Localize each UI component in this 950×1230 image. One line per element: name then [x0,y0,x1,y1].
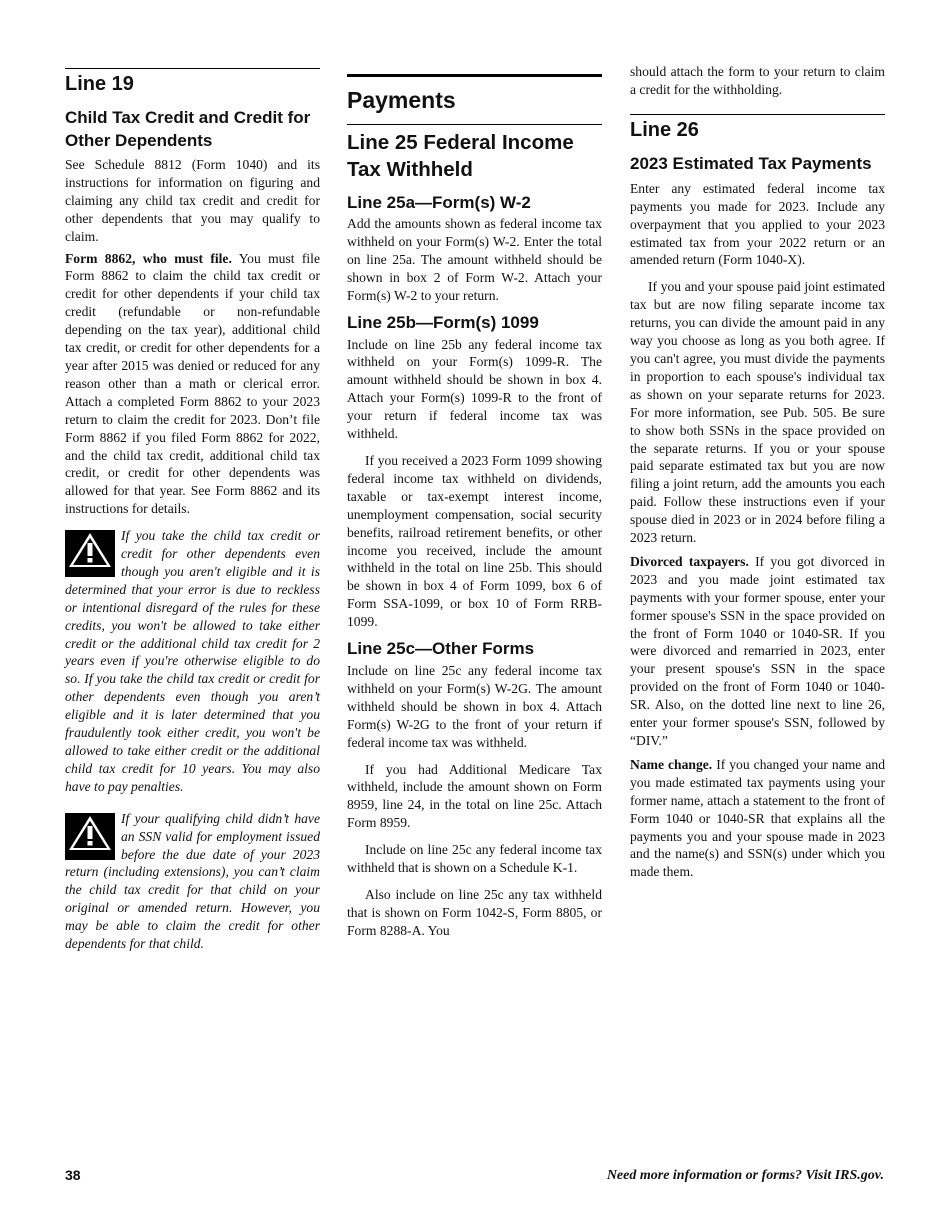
caution-note-1 [65,527,320,796]
divider [65,68,320,69]
line-26-paragraph-1: Enter any estimated federal income tax payments you made for 2023. Include any overpayment that you applied to your 2023 estimated tax from your 2022 return or an amended return (Form 1040-X). [630,180,885,268]
line-25c-paragraph-3: Include on line 25c any federal income tax withheld that is shown on a Schedule K-1. [347,842,602,876]
line-19-paragraph-1: See Schedule 8812 (Form 1040) and its instructions for information on figuring and claiming any child tax credit and credit for other dependents that you may qualify to claim. [65,157,320,244]
name-change-run-in-head: Name change. [630,756,713,772]
line-26-paragraph-2: If you and your spouse paid joint estimated tax but are now filing separate income tax returns, you can divide the amount paid in any way you choose as long as you both agree. If you can't agree, you must divide the payments in proportion to each spouse's individual tax as shown on your separate returns for 2023. For more information, see Pub. 505. Be sure to show both SSNs in the space provided on the separate returns. If you or your spouse paid separate estimated tax but you are now filing a joint return, add the amounts you each paid. Follow these instructions even if your spouse died in 2023 or in 2024 before filing a 2023 return. [630,279,885,546]
line-25a-heading: Line 25a—Form(s) W-2 [347,193,531,212]
divider [347,124,602,125]
line-25b-paragraph-1: Include on line 25b any federal income tax withheld on your Form(s) 1099-R. The amount withheld should be shown in box 4. Attach your Form(s) 1099-R to the front of your return if federal income tax was withheld. [347,336,602,442]
name-change-text: If you changed your name and you made estimated tax payments using your former name, attach a statement to the front of Form 1040 or 1040-SR that explains all the payments you and your spouse made in 2023 and the name(s) and SSN(s) under which you made them. [630,756,885,880]
line-25c-heading: Line 25c—Other Forms [347,639,535,659]
line-25b-paragraph-2: If you received a 2023 Form 1099 showing federal income tax withheld on dividends, taxable or tax-exempt interest income, unemployment compensation, social security benefits, railroad retirement benefits, or other income you received, include the amount withheld in the total on line 25b. This should be shown in box 4 of Form 1099, box 6 of Form SSA-1099, or box 10 of Form RRB-1099. [347,452,602,630]
page-number: 38 [65,1167,81,1183]
continued-paragraph: should attach the form to your return to claim a credit for the withholding. [630,64,885,97]
line-25c-paragraph-2: If you had Additional Medicare Tax withheld, include the amount shown on Form 8959, line 24, in the total on line 25c. Attach Form 8959. [347,761,602,831]
form-8862-run-in-head: Form 8862, who must file. [65,250,232,266]
name-change-paragraph [630,756,885,881]
line-26-heading: Line 26 [630,118,699,141]
payments-heading: Payments [347,87,456,113]
column-2 [347,0,602,940]
line-19-paragraph-2 [65,250,320,519]
line-25-heading: Line 25 Federal Income Tax Withheld [347,131,574,181]
divorced-taxpayers-run-in-head: Divorced taxpayers. [630,553,749,569]
line-25b-heading: Line 25b—Form(s) 1099 [347,312,539,332]
line-25c-paragraph-1: Include on line 25c any federal income tax withheld on your Form(s) W-2G. The amount withheld should be shown in box 4. Attach Form(s) W-2G to the front of your return if federal income tax was withheld. [347,663,602,750]
caution-note-2 [65,810,320,953]
column-3 [630,0,885,881]
section-divider [347,74,602,77]
line-25a-paragraph: Add the amounts shown as federal income tax withheld on your Form(s) W-2. Enter the total on line 25a. The amount withheld should be shown in box 2 of Form W-2. Attach your Form(s) W-2 to your return. [347,216,602,303]
form-8862-text: You must file Form 8862 to claim the child tax credit or credit for other dependents if your child tax credit (refundable or non-refundable depending on the tax year), additional child tax credit, or credit for other dependents for a year after 2015 was denied or reduced for any reason other than a math or clerical error. Attach a completed Form 8862 to your 2023 return to claim the credit for 2023. Don’t file Form 8862 if you filed Form 8862 for 2022, and the child tax credit, additional child tax credit, or credit for other dependents was allowed for that year. See Form 8862 and its instructions for details. [65,250,320,517]
line-19-heading: Line 19 [65,73,134,95]
line-25c-paragraph-4: Also include on line 25c any tax withheld that is shown on Form 1042-S, Form 8805, or Form 8288-A. You [347,887,602,938]
divider [630,114,885,115]
column-1 [65,0,320,953]
divorced-taxpayers-paragraph [630,553,885,750]
footer-text: Need more information or forms? Visit IRS.gov. [606,1168,884,1183]
caution-icon [65,530,115,577]
divorced-taxpayers-text: If you got divorced in 2023 and you made joint estimated tax payments with your former spouse, enter your former spouse's SSN in the space provided on the front of Form 1040 or 1040-SR. If you were divorced and remarried in 2023, enter your present spouse's SSN in the space provided on the front of Form 1040 or 1040-SR. Also, on the dotted line next to line 26, enter your former spouse's SSN, followed by “DIV.” [630,553,885,748]
caution-icon [65,813,115,860]
line-26-subheading: 2023 Estimated Tax Payments [630,153,872,173]
line-19-subheading: Child Tax Credit and Credit for Other Dependents [65,108,311,150]
caution-note-2-text: If your qualifying child didn’t have an SSN valid for employment issued before the due date of your 2023 return (including extensions), you can’t claim the child tax credit for that child on your original or amended return. However, you may be able to claim the credit for other dependents for that child. [65,810,320,952]
caution-note-1-text: If you take the child tax credit or credit for other dependents even though you aren't eligible and it is determined that your error is due to reckless or intentional disregard of the rules for these credits, you won't be allowed to take either credit or the additional child tax credit for 2 years even if you're otherwise eligible to do so. If you take the child tax credit or credit for other dependents even though you aren’t eligible and it is later determined that you fraudulently took either credit, you won't be allowed to take either credit or the additional child tax credit for 10 years. You may also have to pay penalties. [65,528,320,794]
